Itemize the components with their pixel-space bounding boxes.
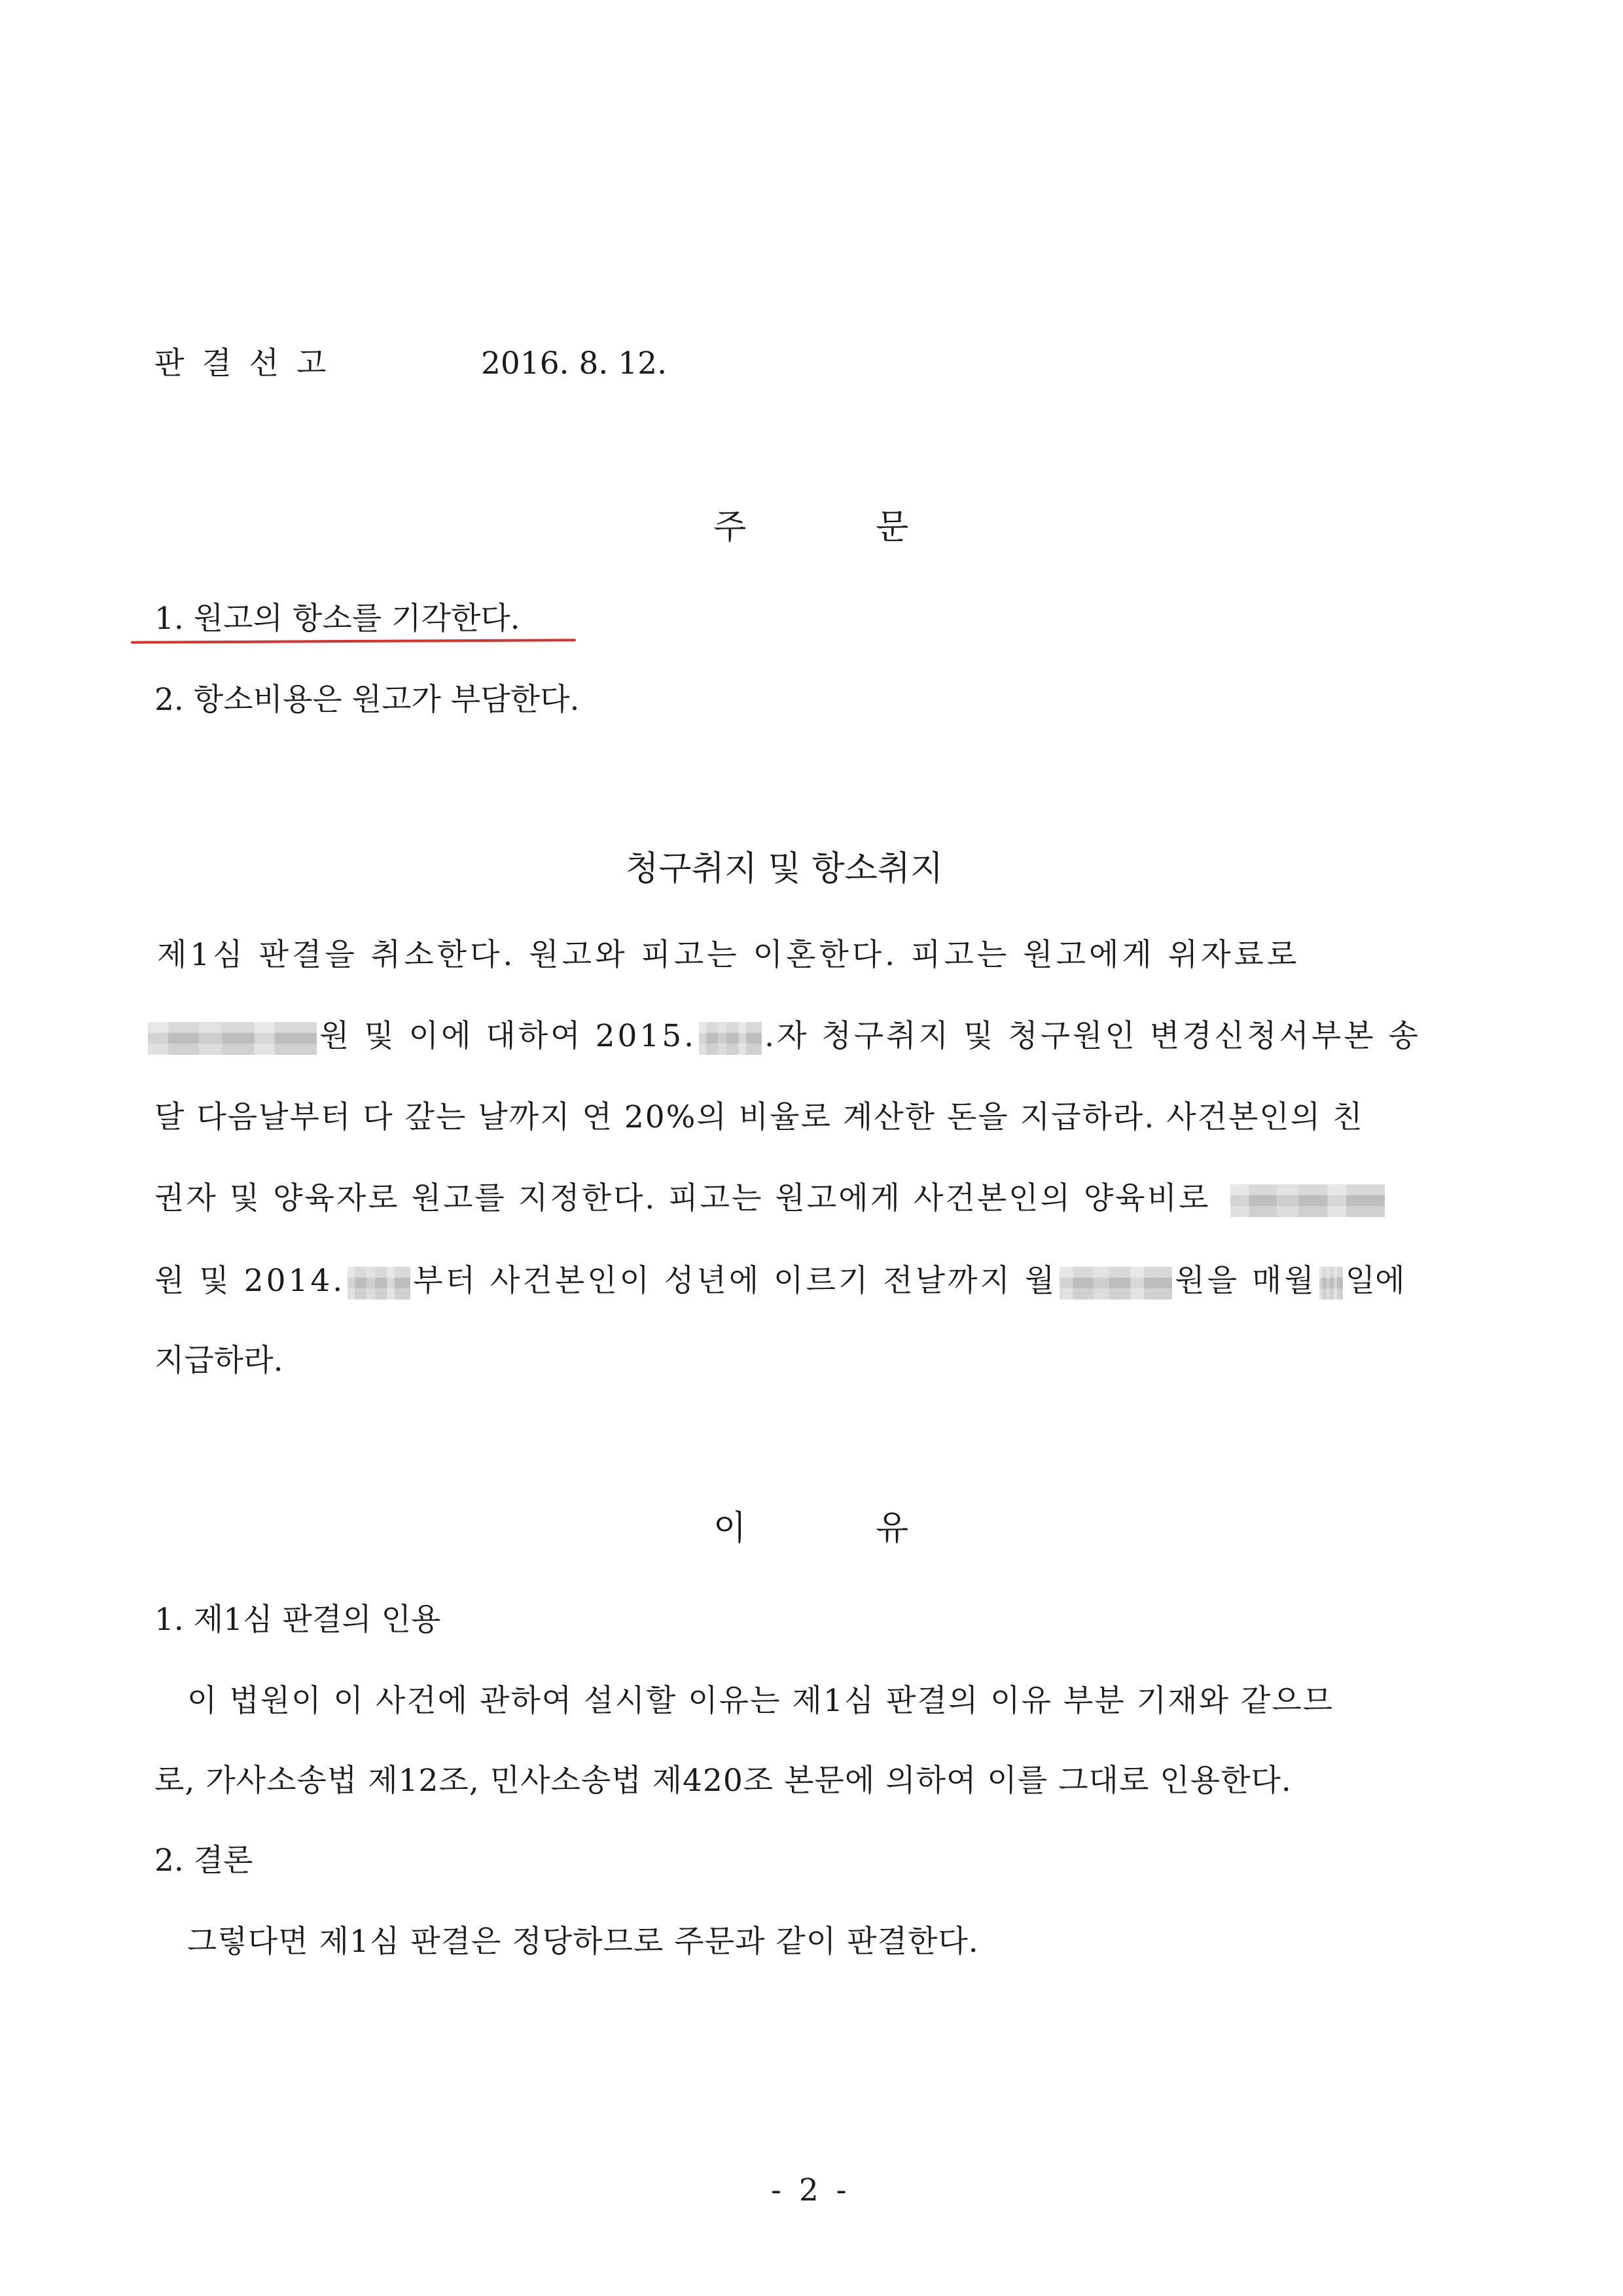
redacted-amount-1 <box>148 1022 317 1055</box>
reason-section-1-paragraph-1: 이 법원이 이 사건에 관하여 설시할 이유는 제1심 판결의 이유 부분 기재와 같으므 <box>187 1683 1334 1719</box>
redacted-date-2 <box>348 1267 410 1299</box>
claim-line-4-text: 권자 및 양육자로 원고를 지정한다. 피고는 원고에게 사건본인의 양육비로 <box>154 1180 1211 1216</box>
judgment-item-1: 1. 원고의 항소를 기각한다. <box>154 601 520 637</box>
sentence-date: 2016. 8. 12. <box>481 345 668 381</box>
redacted-amount-2 <box>1230 1184 1385 1217</box>
reason-title-left: 이 <box>713 1509 747 1548</box>
claim-line-5b: 부터 사건본인이 성년에 이르기 전날까지 월 <box>413 1263 1058 1299</box>
claim-line-5c: 원을 매월 <box>1175 1263 1317 1299</box>
judgment-title-right: 문 <box>876 508 909 547</box>
judgment-title-left: 주 <box>713 508 747 547</box>
claim-line-3: 달 다음날부터 다 갚는 날까지 연 20%의 비율로 계산한 돈을 지급하라. 사건본인의 친 <box>154 1099 1364 1135</box>
claim-line-2 <box>145 1017 1474 1056</box>
reason-title-right: 유 <box>876 1509 909 1548</box>
claim-line-2a: 원 및 이에 대하여 2015. <box>319 1018 697 1054</box>
claim-line-5d: 일에 <box>1345 1263 1405 1299</box>
claim-line-1 <box>157 936 1474 975</box>
claim-line-6: 지급하라. <box>154 1343 283 1379</box>
reason-section-1-heading: 1. 제1심 판결의 인용 <box>154 1602 441 1638</box>
redacted-day <box>1319 1267 1343 1299</box>
claim-line-4 <box>154 1179 1483 1218</box>
claim-line-1-text: 제1심 판결을 취소한다. 원고와 피고는 이혼한다. 피고는 원고에게 위자료로 <box>157 937 1300 973</box>
red-underline <box>131 639 576 644</box>
reason-section-2-heading: 2. 결론 <box>154 1843 253 1879</box>
sentence-label: 판 결 선 고 <box>154 345 330 381</box>
judgment-item-2: 2. 항소비용은 원고가 부담한다. <box>154 682 580 718</box>
reason-section-2-paragraph: 그렇다면 제1심 판결은 정당하므로 주문과 같이 판결한다. <box>187 1924 979 1960</box>
page-number: - 2 - <box>771 2172 851 2208</box>
redacted-amount-3 <box>1060 1267 1172 1299</box>
claim-line-2b: .자 청구취지 및 청구원인 변경신청서부본 송 <box>764 1018 1421 1054</box>
claim-line-5 <box>154 1262 1483 1301</box>
claim-line-5a: 원 및 2014. <box>154 1263 346 1299</box>
redacted-date-1 <box>699 1022 762 1055</box>
claim-title: 청구취지 및 항소취지 <box>626 849 944 889</box>
reason-section-1-paragraph-2: 로, 가사소송법 제12조, 민사소송법 제420조 본문에 의하여 이를 그대로 인용한다. <box>154 1763 1292 1799</box>
